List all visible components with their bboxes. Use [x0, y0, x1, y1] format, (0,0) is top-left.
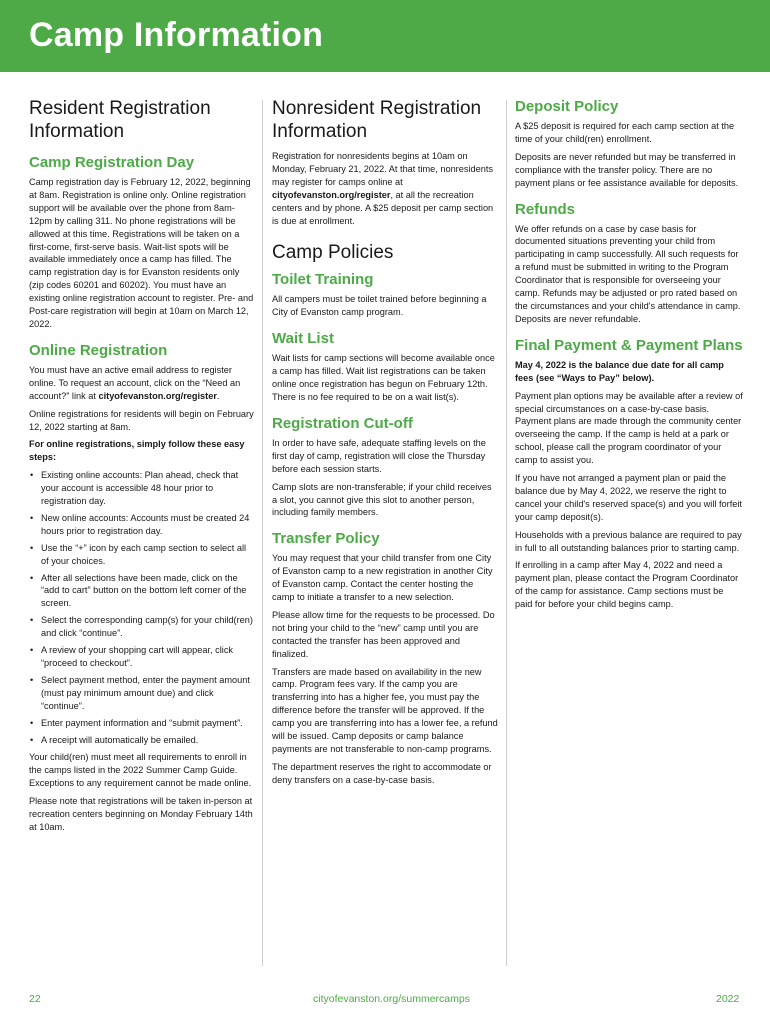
title-banner	[0, 0, 770, 72]
wait-list-text: Wait lists for camp sections will become available once a camp has filled. Wait list registrations can be taken online once registration has begun on February 12th. There is no fee required to be on a wait list(s).	[272, 353, 495, 402]
in-person-registration-text: Please note that registrations will be taken in-person at recreation centers beginning on Monday February 14th at 10am.	[29, 796, 253, 832]
list-item: • A receipt will automatically be emailed.	[41, 734, 255, 747]
page-number: 22	[29, 993, 41, 1005]
cancellation-text: If you have not arranged a payment plan or paid the balance due by May 4, 2022, we reserve the right to cancel your child's reserved space(s) and you will forfeit your camp deposit(s).	[515, 473, 742, 522]
footer-year: 2022	[716, 993, 740, 1005]
list-item: • After all selections have been made, click on the “add to cart” button on the bottom left corner of the screen.	[41, 572, 255, 611]
refunds-text: We offer refunds on a case by case basis for documented situations preventing your child from participating in camp successfully. All such requests for a refund must be submitted in writing to the Program Coordinator that is responsible for overseeing your camp. Refunds may be adjusted or pro rated based on the circumstances and your child's attendance in camp. Deposits are never refundable.	[515, 223, 741, 324]
toilet-training-heading: Toilet Training	[272, 271, 374, 289]
page-title: Camp Information	[29, 16, 324, 54]
balance-due-date-text: May 4, 2022 is the balance due date for all camp fees (see “Ways to Pay” below).	[515, 359, 724, 383]
camp-registration-day-text: Camp registration day is February 12, 2022, beginning at 8am. Registration is online only. Online registration support will be available over the phone from 8am-12pm by calling 311. No phone registrations will be allowed at this time. Registrations will be taken on a first-come, first-serve basis. Wait-list spots will be available immediately once a camp has filled. The camp registration day is for Evanston residents only (zip codes 60201 and 60202). You must have an existing online registration account to register. Pre- and Post-care registration will begin at 10am on March 12, 2022.	[29, 177, 254, 329]
toilet-training-text: All campers must be toilet trained before beginning a City of Evanston camp program.	[272, 294, 487, 318]
footer-url[interactable]: cityofevanston.org/summercamps	[313, 993, 470, 1005]
transfer-policy-text: You may request that your child transfer from one City of Evanston camp to a new registration in another City of Evanston camp. Contact the center hosting the camp to initiate a transfer to a new selection.	[272, 553, 493, 603]
previous-balance-text: Households with a previous balance are required to pay in full to all outstanding balances prior to starting camp.	[515, 529, 742, 553]
nonresident-and-policies-column	[272, 94, 498, 792]
online-registration-heading: Online Registration	[29, 341, 168, 359]
register-link[interactable]: cityofevanston.org/register	[98, 390, 217, 401]
payment-plan-text: Payment plan options may be available after a review of special circumstances on a case-by-case basis. Payment plans are made through the community center overseeing the camp. If the camp is held at a park or school, please call the program coordinator of your camp to assist you.	[515, 390, 743, 466]
camp-policies-heading: Camp Policies	[272, 242, 394, 264]
resident-registration-column	[29, 94, 255, 839]
transfer-policy-heading: Transfer Policy	[272, 530, 380, 548]
list-item: • A review of your shopping cart will appear, click “proceed to checkout”.	[41, 644, 255, 670]
column-divider	[506, 100, 507, 966]
transfer-processing-text: Please allow time for the requests to be processed. Do not bring your child to the “new” camp until you are contacted the transfer has been approved and finalized.	[272, 609, 495, 659]
online-registration-intro-end: .	[216, 390, 220, 401]
resident-registration-heading: Resident Registration Information	[29, 98, 211, 142]
column-divider	[262, 100, 263, 966]
nonresident-registration-heading: Nonresident Registration Information	[272, 98, 482, 142]
online-registration-intro	[29, 364, 255, 403]
list-item: • Select payment method, enter the payment amount (must pay minimum amount due) and click “continue”.	[41, 674, 255, 713]
deposit-refund-text: Deposits are never refunded but may be transferred in compliance with the transfer policy. There are no payment plans or fee assistance available for deposits.	[515, 151, 739, 188]
online-registration-intro-text: You must have an active email address to register online. To request an account, click on the “Need an account?” link at	[29, 364, 241, 401]
registration-cutoff-heading: Registration Cut-off	[272, 414, 413, 432]
online-steps-lead: For online registrations, simply follow these easy steps:	[29, 439, 245, 463]
online-registration-start: Online registrations for residents will begin on February 12, 2022 starting at 8am.	[29, 408, 254, 432]
online-steps-list	[29, 469, 255, 746]
list-item: • Existing online accounts: Plan ahead, check that your account is accessible 48 hour prior to registration day.	[41, 469, 255, 508]
refunds-heading: Refunds	[515, 200, 575, 218]
nonresident-register-link[interactable]: cityofevanston.org/register	[272, 189, 391, 200]
list-item: • Select the corresponding camp(s) for your child(ren) and click “continue”.	[41, 614, 255, 640]
camp-registration-day-heading: Camp Registration Day	[29, 154, 195, 171]
list-item: • Use the “+” icon by each camp section to select all of your choices.	[41, 542, 255, 568]
non-transferable-text: Camp slots are non-transferable; if your child receives a slot, you cannot give this slot to another person, including family members.	[272, 481, 492, 518]
registration-cutoff-text: In order to have safe, adequate staffing levels on the first day of camp, registration will close the Thursday before each session starts.	[272, 437, 486, 474]
nonresident-registration-text	[272, 150, 498, 227]
transfer-availability-text: Transfers are made based on availability in the new camp. Program fees vary. If the camp you are transferring into has a higher fee, you must pay the difference before the transfer will be approved. If the camp you are transferring into has a lower fee, a refund will be issued. Camp deposits or camp balance payments are not transferable to non-camp programs.	[272, 666, 498, 754]
final-payment-heading: Final Payment & Payment Plans	[515, 336, 743, 354]
list-item: • Enter payment information and “submit payment”.	[41, 717, 255, 730]
deposit-policy-heading: Deposit Policy	[515, 98, 619, 115]
wait-list-heading: Wait List	[272, 330, 334, 348]
requirements-text: Your child(ren) must meet all requirements to enroll in the camps listed in the 2022 Summer Camp Guide. Exceptions to any requirement cannot be made online.	[29, 752, 252, 789]
late-enrollment-text: If enrolling in a camp after May 4, 2022 and need a payment plan, please contact the Program Coordinator of the camp for assistance. Camp sections must be paid for before your child begins camp.	[515, 560, 739, 610]
nonresident-text-end: , at all the recreation centers and by phone. A $25 deposit per camp section is due at enrollment.	[272, 189, 494, 226]
nonresident-text-start: Registration for nonresidents begins at 10am on Monday, February 21, 2022. At that time, nonresidents may register for camps online at	[272, 151, 493, 187]
transfer-rights-text: The department reserves the right to accommodate or deny transfers on a case-by-case basis.	[272, 761, 492, 785]
deposit-policy-text: A $25 deposit is required for each camp section at the time of your child(ren) enrollment.	[515, 121, 735, 144]
deposit-and-payment-column	[515, 94, 743, 616]
list-item: • New online accounts: Accounts must be created 24 hours prior to registration day.	[41, 512, 255, 538]
